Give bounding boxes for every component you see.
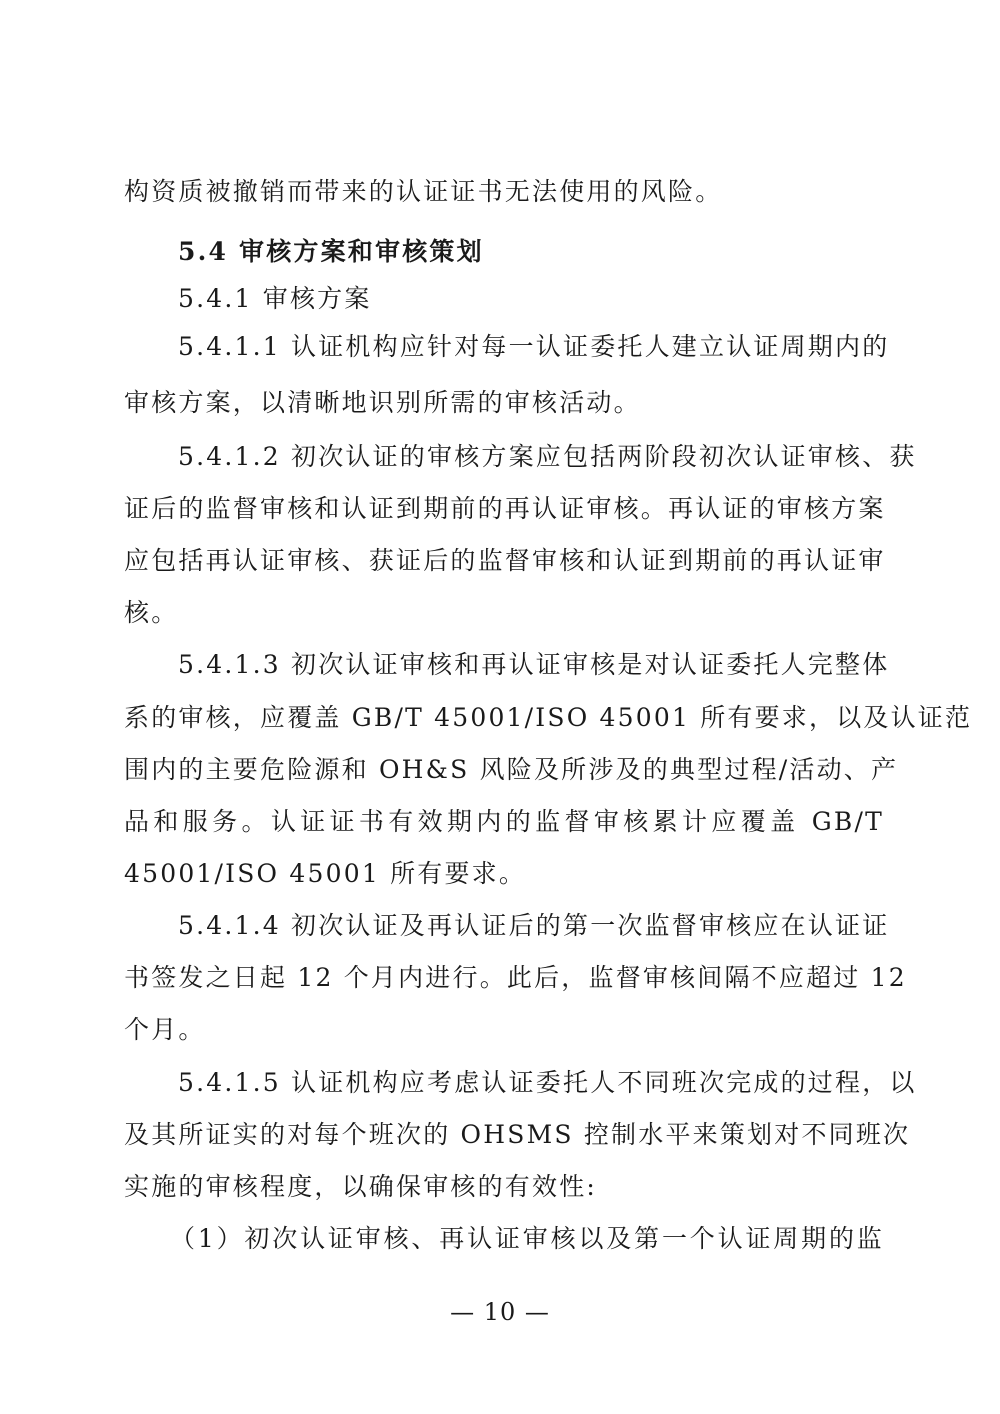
text-line: 构资质被撤销而带来的认证证书无法使用的风险。 xyxy=(124,177,723,206)
paragraph-line: 系的审核，应覆盖 GB/T 45001/ISO 45001 所有要求，以及认证范 xyxy=(124,703,973,732)
paragraph-line: 核。 xyxy=(124,598,179,627)
paragraph-line: 品和服务。认证证书有效期内的监督审核累计应覆盖 GB/T xyxy=(124,807,884,836)
paragraph-line: 5.4.1.3 初次认证审核和再认证审核是对认证委托人完整体 xyxy=(178,650,890,679)
paragraph-line: 45001/ISO 45001 所有要求。 xyxy=(124,859,527,888)
paragraph-line: 实施的审核程度，以确保审核的有效性: xyxy=(124,1172,598,1201)
paragraph-line: 5.4.1.4 初次认证及再认证后的第一次监督审核应在认证证 xyxy=(178,911,890,940)
paragraph-line: 个月。 xyxy=(124,1015,206,1044)
paragraph-line: 5.4.1.2 初次认证的审核方案应包括两阶段初次认证审核、获 xyxy=(178,442,917,471)
paragraph-line: 5.4.1.1 认证机构应针对每一认证委托人建立认证周期内的 xyxy=(178,332,890,361)
list-item-line: （1）初次认证审核、再认证审核以及第一个认证周期的监 xyxy=(170,1224,884,1253)
paragraph-line: 及其所证实的对每个班次的 OHSMS 控制水平来策划对不同班次 xyxy=(124,1120,911,1149)
paragraph-line: 证后的监督审核和认证到期前的再认证审核。再认证的审核方案 xyxy=(124,494,886,523)
paragraph-line: 审核方案，以清晰地识别所需的审核活动。 xyxy=(124,388,641,417)
paragraph-line: 书签发之日起 12 个月内进行。此后，监督审核间隔不应超过 12 xyxy=(124,963,907,992)
paragraph-line: 应包括再认证审核、获证后的监督审核和认证到期前的再认证审 xyxy=(124,546,886,575)
paragraph-line: 围内的主要危险源和 OH&S 风险及所涉及的典型过程/活动、产 xyxy=(124,755,899,784)
page-number: — 10 — xyxy=(450,1298,550,1326)
subsection-heading: 5.4.1 审核方案 xyxy=(178,284,372,313)
paragraph-line: 5.4.1.5 认证机构应考虑认证委托人不同班次完成的过程，以 xyxy=(178,1068,917,1097)
section-heading: 5.4 审核方案和审核策划 xyxy=(178,237,484,266)
